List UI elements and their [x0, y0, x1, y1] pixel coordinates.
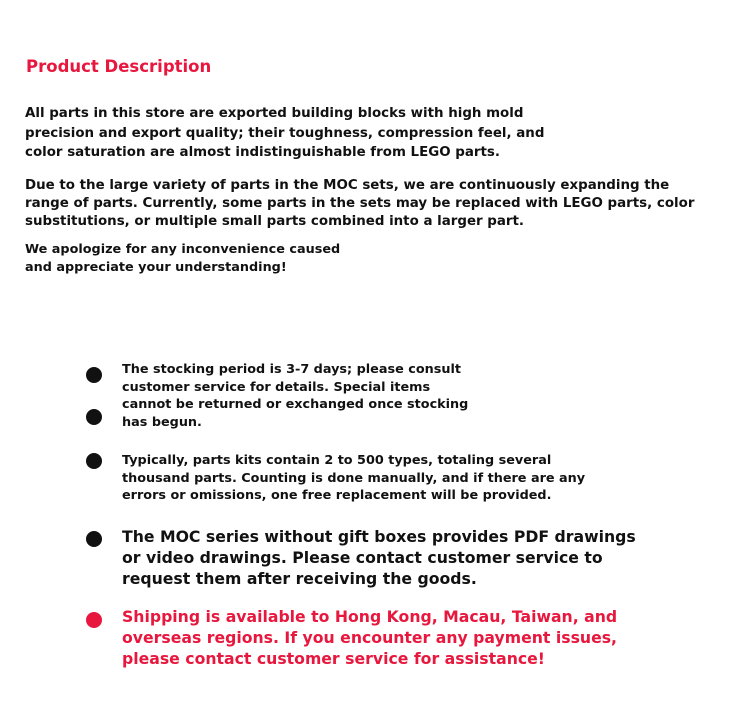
bullet-line: thousand parts. Counting is done manually, and if there are any	[122, 470, 586, 486]
bullet-line: customer service for details. Special items	[122, 379, 431, 395]
parts-variety-line: range of parts. Currently, some parts in the sets may be replaced with LEGO parts, color	[25, 196, 695, 211]
apology-line: We apologize for any inconvenience caused	[25, 242, 341, 257]
intro-paragraph	[25, 104, 544, 163]
apology-line: and appreciate your understanding!	[25, 260, 287, 275]
intro-line: All parts in this store are exported building blocks with high mold	[25, 106, 524, 121]
bullet-line: Typically, parts kits contain 2 to 500 types, totaling several	[122, 453, 552, 468]
bullet-line: request them after receiving the goods.	[122, 569, 477, 588]
bullet-dot-icon	[86, 453, 102, 469]
bullet-line: errors or omissions, one free replacement will be provided.	[122, 488, 552, 503]
bullet-line: cannot be returned or exchanged once stocking	[122, 397, 469, 412]
intro-line: precision and export quality; their toughness, compression feel, and	[25, 125, 545, 141]
apology-paragraph	[25, 241, 340, 277]
bullet-text	[122, 526, 636, 589]
bullet-line: The stocking period is 3-7 days; please consult	[122, 362, 461, 377]
bullet-dot-icon	[86, 612, 102, 628]
parts-variety-line: Due to the large variety of parts in the MOC sets, we are continuously expanding the	[25, 178, 670, 193]
bullet-text	[122, 606, 617, 669]
intro-line: color saturation are almost indistinguishable from LEGO parts.	[25, 145, 500, 160]
bullet-line: The MOC series without gift boxes provides PDF drawings	[122, 527, 636, 546]
bullet-line: please contact customer service for assistance!	[122, 649, 545, 668]
product-description-heading: Product Description	[26, 57, 212, 76]
bullet-line: Shipping is available to Hong Kong, Macau, Taiwan, and	[122, 607, 618, 626]
parts-variety-paragraph	[25, 177, 694, 231]
bullet-text	[122, 452, 585, 505]
parts-variety-line: substitutions, or multiple small parts combined into a larger part.	[25, 214, 525, 229]
bullet-line: or video drawings. Please contact customer service to	[122, 548, 603, 567]
bullet-dot-icon	[86, 367, 102, 383]
bullet-dot-icon	[86, 531, 102, 547]
bullet-line: overseas regions. If you encounter any payment issues,	[122, 628, 618, 647]
bullet-dot-icon	[86, 409, 102, 425]
bullet-line: has begun.	[122, 414, 202, 430]
bullet-text	[122, 361, 468, 431]
